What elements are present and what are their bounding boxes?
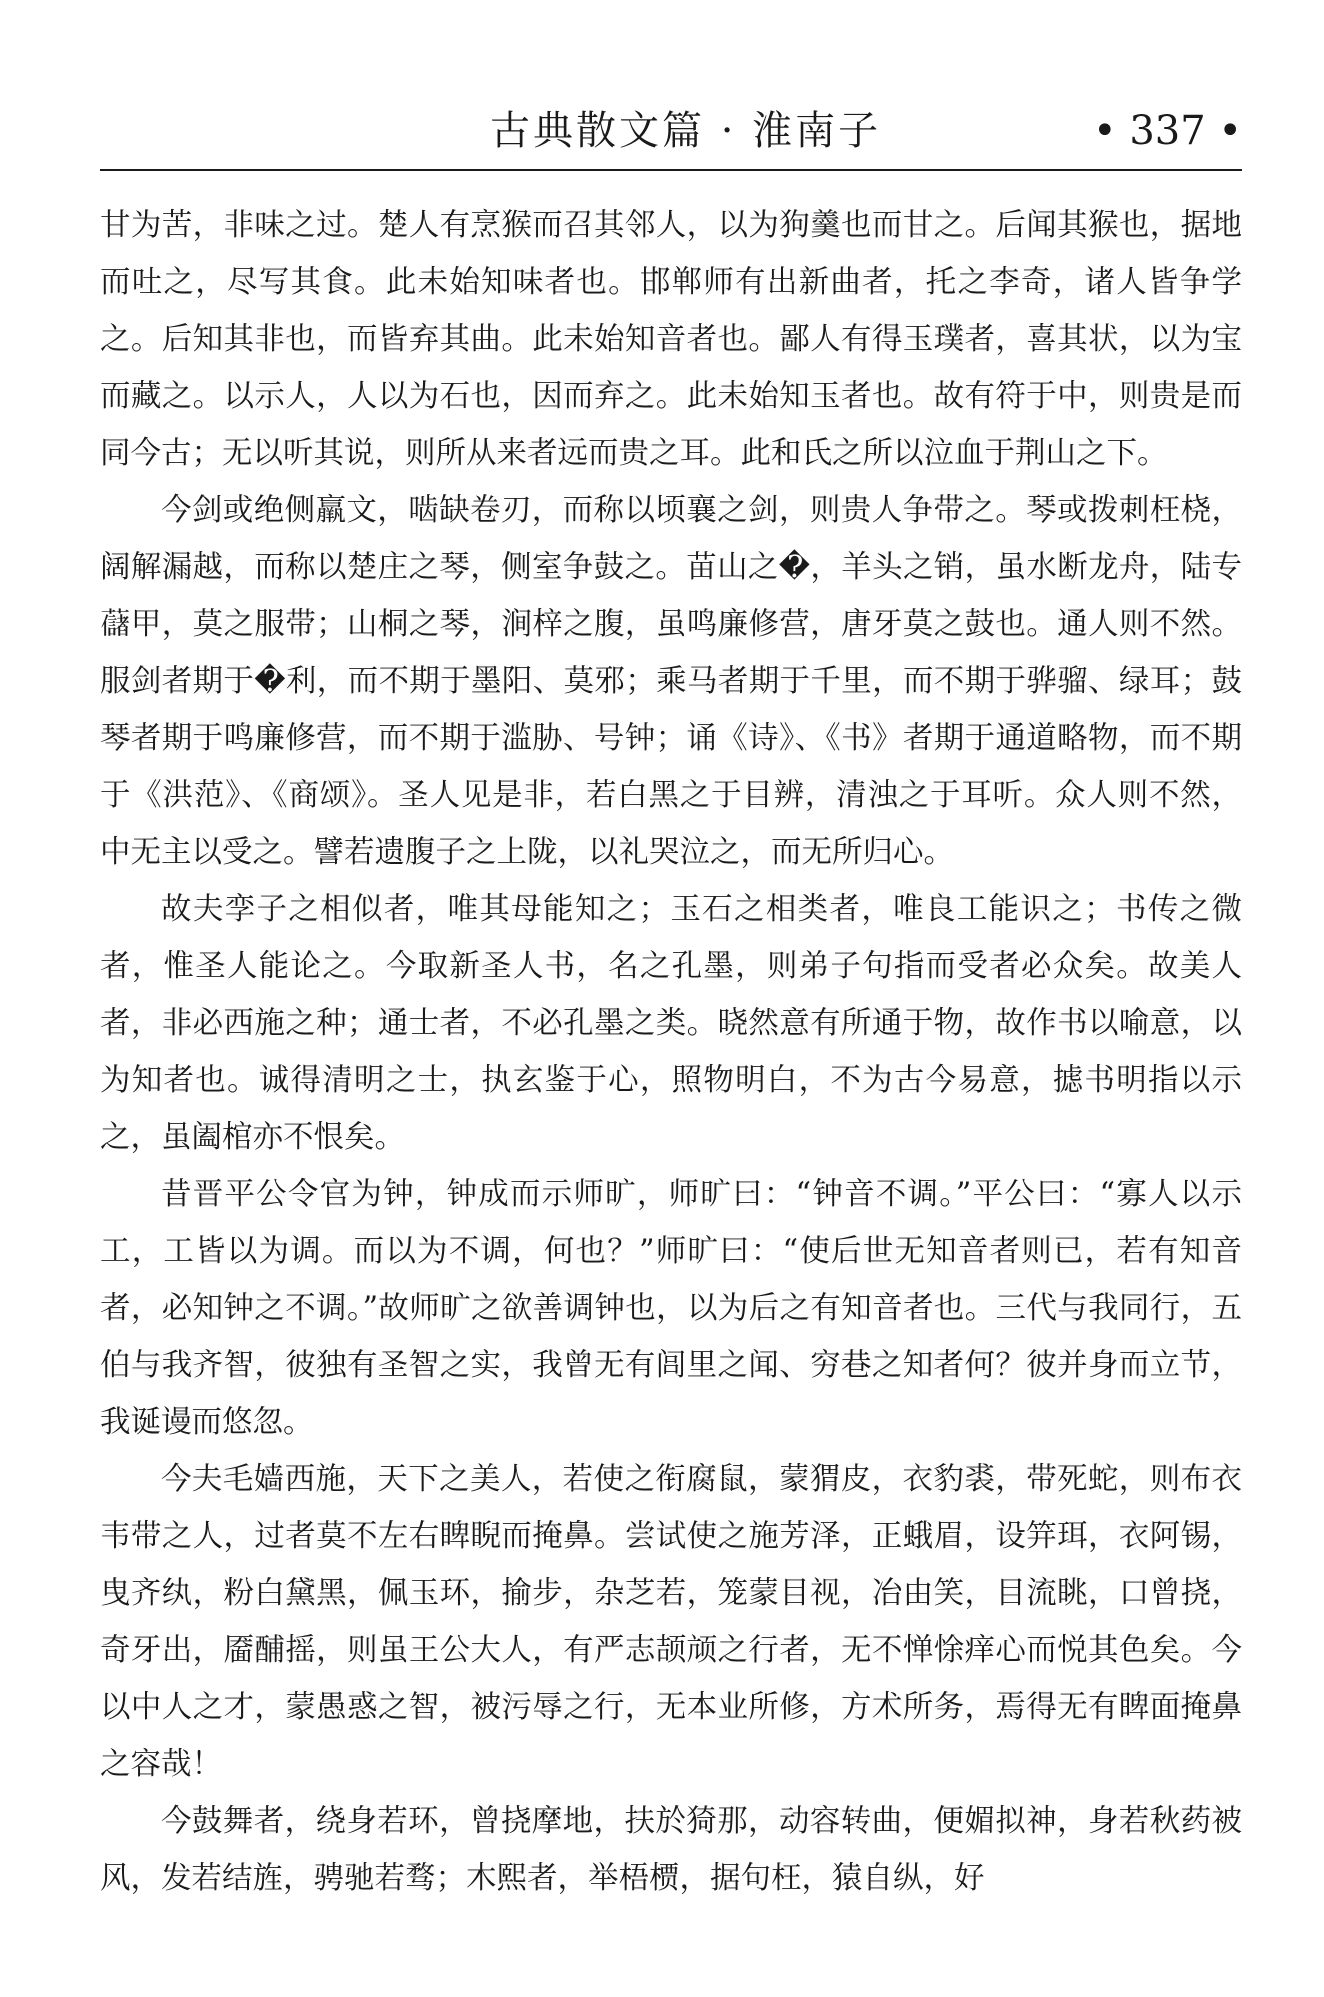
paragraph: 昔晋平公令官为钟，钟成而示师旷，师旷曰：“钟音不调。”平公曰：“寡人以示工，工皆以为调。而以为不调，何也？”师旷曰：“使后世无知音者则已，若有知音者，必知钟之不调。”故师旷之欲善调钟也，以为后之有知音者也。三代与我同行，五伯与我齐智，彼独有圣智之实，我曾无有闾里之闻、穷巷之知者何？彼并身而立节，我诞谩而悠忽。 — [100, 1177, 1242, 1440]
body-text — [100, 197, 1242, 1907]
page-number: • 337 • — [1093, 108, 1242, 154]
paragraph: 故夫孪子之相似者，唯其母能知之；玉石之相类者，唯良工能识之；书传之微者，惟圣人能论之。今取新圣人书，名之孔墨，则弟子句指而受者必众矣。故美人者，非必西施之种；通士者，不必孔墨之类。晓然意有所通于物，故作书以喻意，以为知者也。诚得清明之士，执玄鉴于心，照物明白，不为古今易意，摅书明指以示之，虽阖棺亦不恨矣。 — [100, 892, 1242, 1155]
header-title: 古典散文篇 · 淮南子 — [490, 108, 882, 154]
running-header — [100, 96, 1242, 166]
header-rule — [100, 169, 1242, 171]
paragraph: 甘为苦，非味之过。楚人有烹猴而召其邻人，以为狗羹也而甘之。后闻其猴也，据地而吐之，尽写其食。此未始知味者也。邯郸师有出新曲者，托之李奇，诸人皆争学之。后知其非也，而皆弃其曲。此未始知音者也。鄙人有得玉璞者，喜其状，以为宝而藏之。以示人，人以为石也，因而弃之。此未始知玉者也。故有符于中，则贵是而同今古；无以听其说，则所从来者远而贵之耳。此和氏之所以泣血于荆山之下。 — [100, 208, 1242, 471]
paragraph: 今鼓舞者，绕身若环，曾挠摩地，扶於猗那，动容转曲，便媚拟神，身若秋药被风，发若结旌，骋驰若骛；木熙者，举梧槚，据句枉，猿自纵，好 — [100, 1804, 1242, 1896]
paragraph: 今剑或绝侧羸文，啮缺卷刃，而称以顷襄之剑，则贵人争带之。琴或拨刺枉桡，阔解漏越，而称以楚庄之琴，侧室争鼓之。苗山之�，羊头之销，虽水断龙舟，陆专𧄔甲，莫之服带；山桐之琴，涧梓之腹，虽鸣廉修营，唐牙莫之鼓也。通人则不然。服剑者期于�利，而不期于墨阳、莫邪；乘马者期于千里，而不期于骅骝、绿耳；鼓琴者期于鸣廉修营，而不期于滥胁、号钟；诵《诗》、《书》者期于通道略物，而不期于《洪范》、《商颂》。圣人见是非，若白黑之于目辨，清浊之于耳听。众人则不然，中无主以受之。譬若遗腹子之上陇，以礼哭泣之，而无所归心。 — [100, 493, 1242, 870]
paragraph: 今夫毛嫱西施，天下之美人，若使之衔腐鼠，蒙猬皮，衣豹裘，带死蛇，则布衣韦带之人，过者莫不左右睥睨而掩鼻。尝试使之施芳泽，正蛾眉，设笄珥，衣阿锡，曳齐纨，粉白黛黑，佩玉环，揄步，杂芝若，笼蒙目视，冶由笑，目流眺，口曾挠，奇牙出，靥酺摇，则虽王公大人，有严志颉颃之行者，无不惮悇痒心而悦其色矣。今以中人之才，蒙愚惑之智，被污辱之行，无本业所修，方术所务，焉得无有睥面掩鼻之容哉！ — [100, 1462, 1242, 1782]
